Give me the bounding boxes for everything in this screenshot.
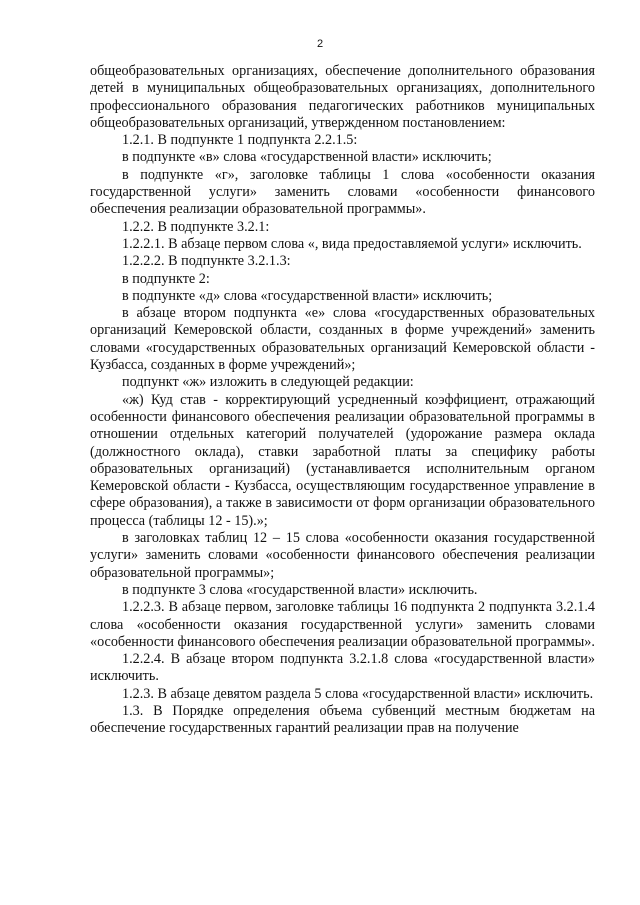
- document-body: [90, 63, 595, 738]
- paragraph: 1.2.2.1. В абзаце первом слова «, вида предоставляемой услуги» исключить.: [122, 235, 582, 252]
- paragraph: 1.2.1. В подпункте 1 подпункта 2.2.1.5:: [122, 132, 358, 149]
- paragraph: в подпункте «в» слова «государственной власти» исключить;: [122, 149, 492, 166]
- paragraph: 1.2.2.2. В подпункте 3.2.1.3:: [122, 253, 291, 270]
- paragraph: в подпункте «г», заголовке таблицы 1 слова «особенности оказания государственной услуги» заменить словами «особенности финансового обеспечения реализации образовательной программы».: [90, 166, 595, 218]
- paragraph: «ж) Куд став - корректирующий усредненный коэффициент, отражающий особенности финансового обеспечения реализации образовательной программы в отношении отдельных категорий получателей (удорожание размера оклада (должностного оклада), ставки заработной платы за специфику работы образовательных организаций) (устанавливается исполнительным органом Кемеровской области - Кузбасса, осуществляющим государственное управление в сфере образования), а также в зависимости от форм организации образовательного процесса (таблицы 12 - 15).»;: [90, 391, 595, 529]
- paragraph: в заголовках таблиц 12 – 15 слова «особенности оказания государственной услуги» заменить словами «особенности финансового обеспечения реализации образовательной программы»;: [90, 530, 595, 581]
- page-number: 2: [316, 38, 324, 50]
- paragraph: в подпункте 2:: [122, 270, 210, 287]
- paragraph: 1.3. В Порядке определения объема субвенций местным бюджетам на обеспечение государственных гарантий реализации прав на получение: [90, 702, 595, 737]
- paragraph: 1.2.2.3. В абзаце первом, заголовке таблицы 16 подпункта 2 подпункта 3.2.1.4 слова «особенности оказания государственной услуги» заменить словами «особенности финансового обеспечения реализации образовательной программы».: [90, 599, 595, 650]
- paragraph: общеобразовательных организациях, обеспечение дополнительного образования детей в муниципальных общеобразовательных организациях, дополнительного профессионального образования педагогических работников муниципальных общеобразовательных организаций, утвержденном постановлением:: [90, 63, 595, 131]
- paragraph: 1.2.2. В подпункте 3.2.1:: [122, 218, 270, 235]
- paragraph: 1.2.3. В абзаце девятом раздела 5 слова «государственной власти» исключить.: [122, 685, 594, 702]
- paragraph: в подпункте «д» слова «государственной власти» исключить;: [122, 287, 493, 304]
- paragraph: подпункт «ж» изложить в следующей редакции:: [122, 374, 414, 391]
- paragraph: 1.2.2.4. В абзаце втором подпункта 3.2.1.8 слова «государственной власти» исключить.: [90, 651, 595, 685]
- paragraph: в абзаце втором подпункта «е» слова «государственных образовательных организаций Кемеровской области, созданных в форме учреждений» заменить словами «государственных образовательных организаций Кемеровской области - Кузбасса, созданных в форме учреждений»;: [90, 305, 595, 374]
- paragraph: в подпункте 3 слова «государственной власти» исключить.: [122, 581, 478, 598]
